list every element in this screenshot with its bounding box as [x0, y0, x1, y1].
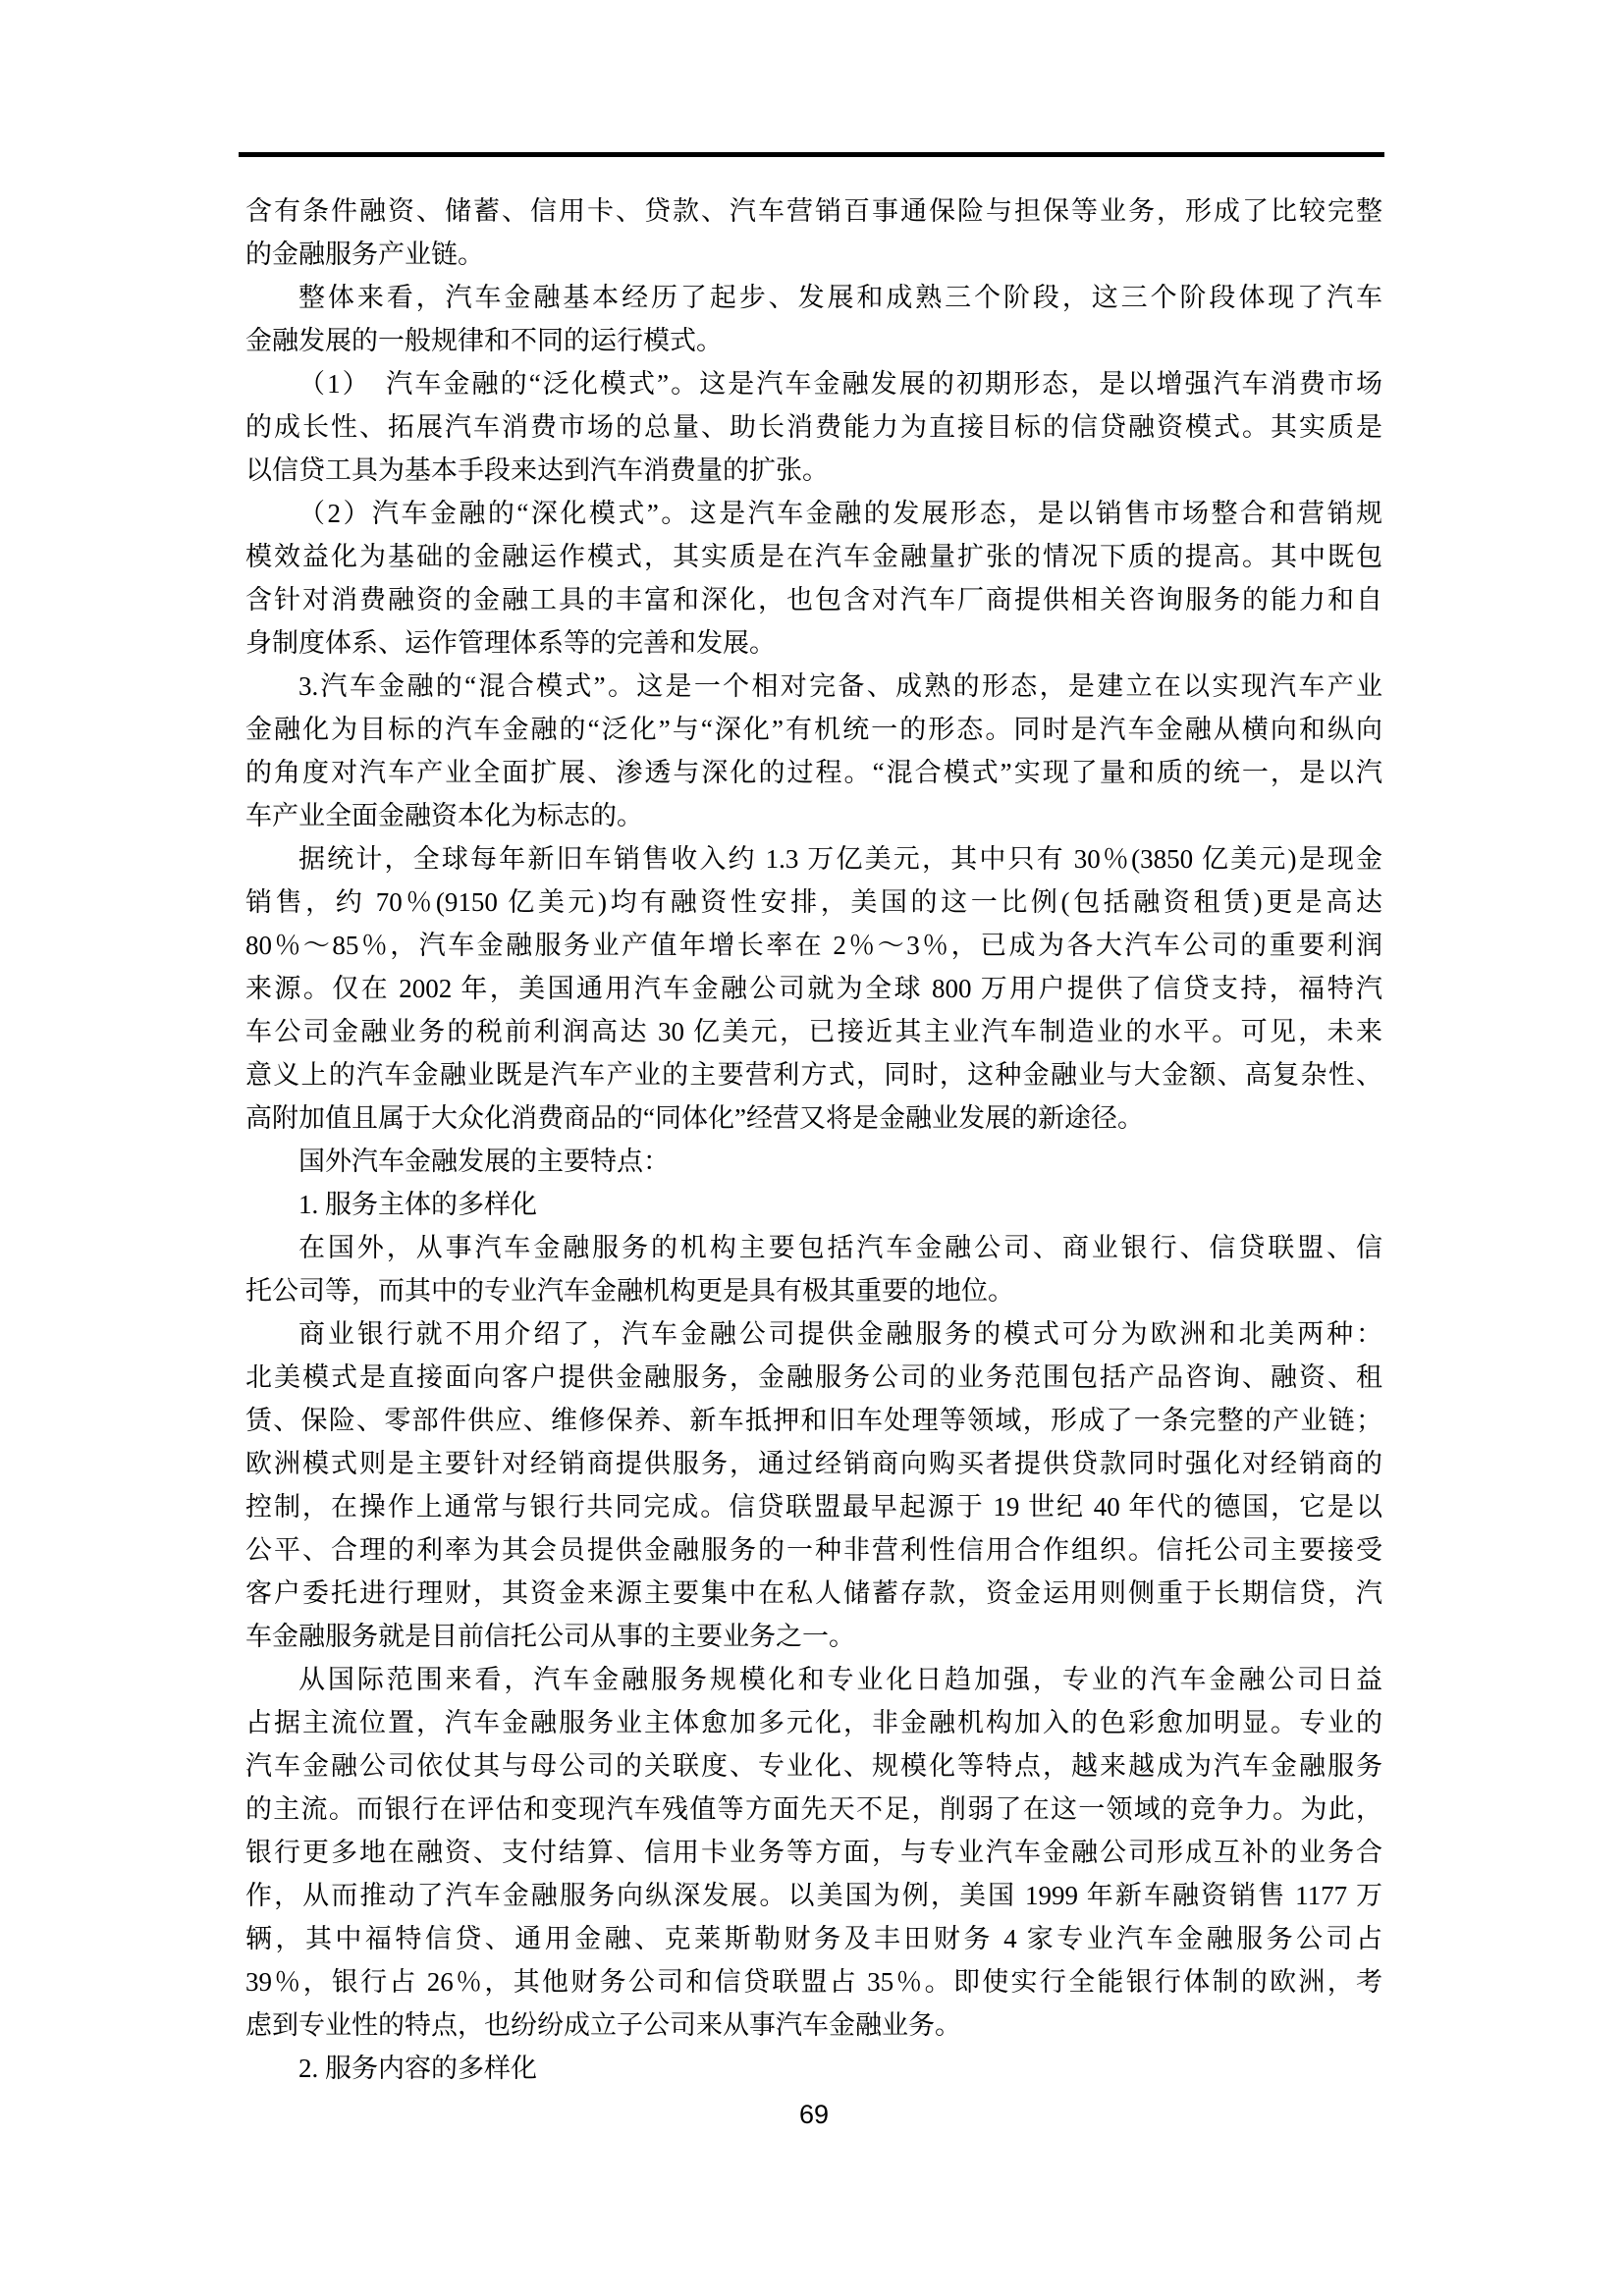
text-line: 整体来看，汽车金融基本经历了起步、发展和成熟三个阶段，这三个阶段体现了汽车	[298, 283, 1382, 312]
text-line: 3.汽车金融的“混合模式”。这是一个相对完备、成熟的形态，是建立在以实现汽车产业	[298, 671, 1382, 701]
text-line: 来源。仅在 2002 年，美国通用汽车金融公司就为全球 800 万用户提供了信贷支持，福特汽	[245, 974, 1382, 1003]
text-line: 车金融服务就是目前信托公司从事的主要业务之一。	[245, 1622, 855, 1651]
text-line: 以信贷工具为基本手段来达到汽车消费量的扩张。	[245, 455, 829, 485]
text-line: 占据主流位置，汽车金融服务业主体愈加多元化，非金融机构加入的色彩愈加明显。专业的	[245, 1708, 1382, 1737]
text-line: 的金融服务产业链。	[245, 240, 484, 269]
text-line: 欧洲模式则是主要针对经销商提供服务，通过经销商向购买者提供贷款同时强化对经销商的	[245, 1449, 1382, 1478]
text-line: 含有条件融资、储蓄、信用卡、贷款、汽车营销百事通保险与担保等业务，形成了比较完整	[245, 196, 1382, 226]
text-line: 1. 服务主体的多样化	[298, 1190, 537, 1219]
text-line: 高附加值且属于大众化消费商品的“同体化”经营又将是金融业发展的新途径。	[245, 1103, 1144, 1133]
text-line: 39％，银行占 26％，其他财务公司和信贷联盟占 35％。即使实行全能银行体制的欧洲，考	[245, 1967, 1382, 1997]
text-line: 车公司金融业务的税前利润高达 30 亿美元，已接近其主业汽车制造业的水平。可见，未来	[245, 1017, 1382, 1046]
text-line: 的主流。而银行在评估和变现汽车残值等方面先天不足，削弱了在这一领域的竞争力。为此，	[245, 1794, 1382, 1824]
text-line: 意义上的汽车金融业既是汽车产业的主要营利方式，同时，这种金融业与大金额、高复杂性、	[245, 1060, 1382, 1090]
text-line: 北美模式是直接面向客户提供金融服务，金融服务公司的业务范围包括产品咨询、融资、租	[245, 1362, 1382, 1392]
text-line: 公平、合理的利率为其会员提供金融服务的一种非营利性信用合作组织。信托公司主要接受	[245, 1535, 1382, 1565]
header-rule	[239, 152, 1384, 157]
text-line: 赁、保险、零部件供应、维修保养、新车抵押和旧车处理等领域，形成了一条完整的产业链；	[245, 1406, 1382, 1435]
text-line: 车产业全面金融资本化为标志的。	[245, 801, 643, 830]
text-line: 汽车金融公司依仗其与母公司的关联度、专业化、规模化等特点，越来越成为汽车金融服务	[245, 1751, 1382, 1781]
text-line: 2. 服务内容的多样化	[298, 2054, 537, 2083]
text-line: 客户委托进行理财，其资金来源主要集中在私人储蓄存款，资金运用则侧重于长期信贷，汽	[245, 1578, 1382, 1608]
text-line: 80％～85％，汽车金融服务业产值年增长率在 2％～3％，已成为各大汽车公司的重要利润	[245, 931, 1382, 960]
text-line: （1） 汽车金融的“泛化模式”。这是汽车金融发展的初期形态，是以增强汽车消费市场	[298, 369, 1382, 399]
text-line: 作，从而推动了汽车金融服务向纵深发展。以美国为例，美国 1999 年新车融资销售 1177 万	[245, 1881, 1382, 1910]
text-line: 托公司等，而其中的专业汽车金融机构更是具有极其重要的地位。	[245, 1276, 1014, 1306]
text-line: （2）汽车金融的“深化模式”。这是汽车金融的发展形态，是以销售市场整合和营销规	[298, 499, 1382, 528]
text-line: 从国际范围来看，汽车金融服务规模化和专业化日趋加强，专业的汽车金融公司日益	[298, 1665, 1382, 1694]
text-line: 辆，其中福特信贷、通用金融、克莱斯勒财务及丰田财务 4 家专业汽车金融服务公司占	[245, 1924, 1382, 1953]
text-line: 国外汽车金融发展的主要特点：	[298, 1147, 670, 1176]
text-line: 银行更多地在融资、支付结算、信用卡业务等方面，与专业汽车金融公司形成互补的业务合	[245, 1838, 1382, 1867]
text-line: 含针对消费融资的金融工具的丰富和深化，也包含对汽车厂商提供相关咨询服务的能力和自	[245, 585, 1382, 614]
page-number: 69	[798, 2100, 830, 2129]
text-line: 商业银行就不用介绍了，汽车金融公司提供金融服务的模式可分为欧洲和北美两种：	[298, 1319, 1382, 1349]
text-line: 控制，在操作上通常与银行共同完成。信贷联盟最早起源于 19 世纪 40 年代的德国，它是以	[245, 1492, 1382, 1522]
body-text	[245, 189, 1382, 2090]
text-line: 金融发展的一般规律和不同的运行模式。	[245, 326, 723, 355]
text-line: 身制度体系、运作管理体系等的完善和发展。	[245, 628, 776, 658]
text-line: 的角度对汽车产业全面扩展、渗透与深化的过程。“混合模式”实现了量和质的统一，是以汽	[245, 758, 1382, 787]
text-line: 虑到专业性的特点，也纷纷成立子公司来从事汽车金融业务。	[245, 2010, 961, 2040]
text-line: 据统计，全球每年新旧车销售收入约 1.3 万亿美元，其中只有 30％(3850 亿美元)是现金	[298, 844, 1382, 874]
text-line: 在国外，从事汽车金融服务的机构主要包括汽车金融公司、商业银行、信贷联盟、信	[298, 1233, 1382, 1262]
text-line: 的成长性、拓展汽车消费市场的总量、助长消费能力为直接目标的信贷融资模式。其实质是	[245, 412, 1382, 442]
text-line: 模效益化为基础的金融运作模式，其实质是在汽车金融量扩张的情况下质的提高。其中既包	[245, 542, 1382, 571]
text-line: 销售，约 70％(9150 亿美元)均有融资性安排，美国的这一比例(包括融资租赁)更是高达	[245, 887, 1382, 917]
text-line: 金融化为目标的汽车金融的“泛化”与“深化”有机统一的形态。同时是汽车金融从横向和纵向	[245, 715, 1382, 744]
